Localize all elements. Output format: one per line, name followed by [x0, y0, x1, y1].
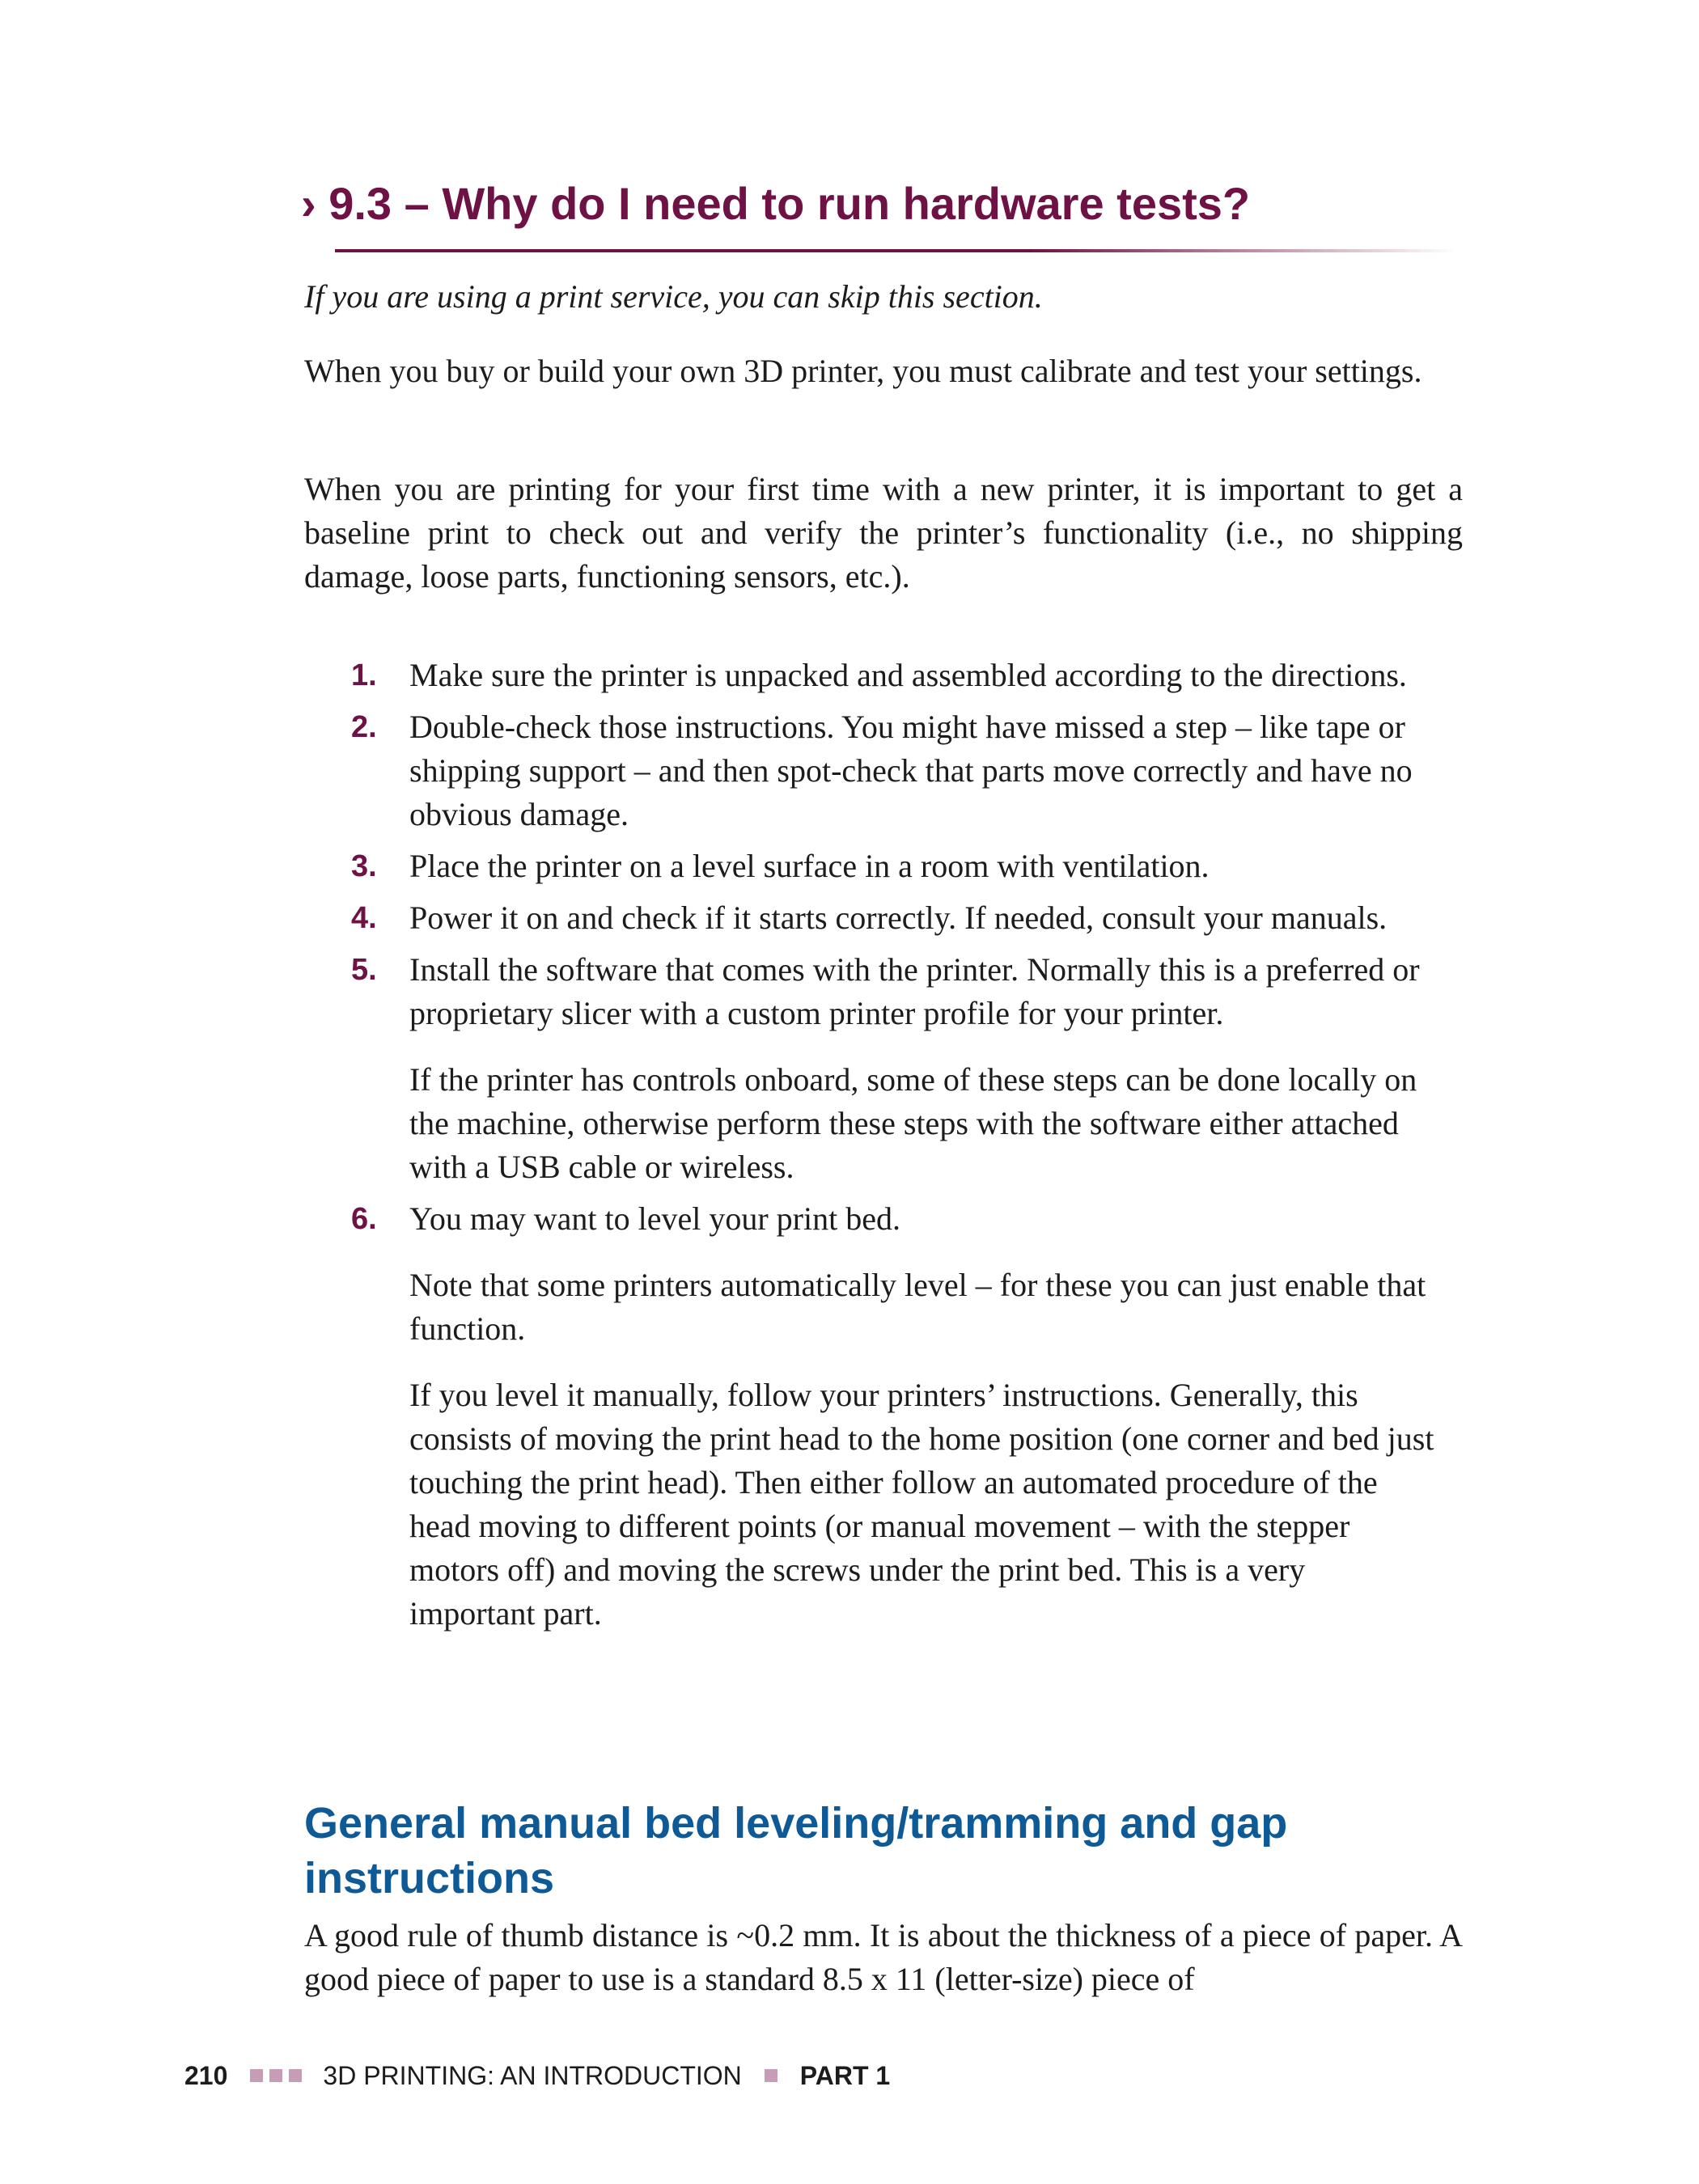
part-label: PART 1: [799, 2061, 891, 2090]
heading-rule: [335, 249, 1456, 252]
step-note: If you level it manually, follow your printers’ instructions. Generally, this consists of moving the print head to the home position (one corner and bed just touching the print head). Then either follow an automated procedure of the head moving to different points (or manual movement – with the stepper motors off) and moving the screws under the print bed. This is a very important part.: [409, 1377, 1434, 1632]
step-number: 4.: [351, 901, 377, 935]
paragraph-1: When you buy or build your own 3D printer, you must calibrate and test your settings.: [304, 353, 1422, 389]
section-heading: › 9.3 – Why do I need to run hardware tests?: [301, 178, 1251, 229]
step-number: 6.: [351, 1202, 377, 1236]
step-item: [304, 896, 1463, 940]
step-item: [304, 1197, 1463, 1636]
step-item: [304, 654, 1463, 697]
book-title: 3D PRINTING: AN INTRODUCTION: [323, 2061, 742, 2090]
step-number: 2.: [351, 710, 377, 744]
step-item: [304, 705, 1463, 836]
page-number: 210: [184, 2061, 228, 2090]
step-note: If the printer has controls onboard, some of these steps can be done locally on the machine, otherwise perform these steps with the software either attached with a USB cable or wireless.: [409, 1061, 1417, 1185]
subsection-paragraph: A good rule of thumb distance is ~0.2 mm. It is about the thickness of a piece of paper. A good piece of paper to use is a standard 8.5 x 11 (letter-size) piece of: [304, 1917, 1463, 1997]
step-number: 3.: [351, 849, 377, 883]
step-text: Install the software that comes with the printer. Normally this is a preferred or proprietary slicer with a custom printer profile for your printer.: [409, 951, 1420, 1031]
paragraph-2: When you are printing for your first time with a new printer, it is important to get a baseline print to check out and verify the printer’s functionality (i.e., no shipping damage, loose parts, functioning sensors, etc.).: [304, 471, 1463, 595]
step-note: Note that some printers automatically level – for these you can just enable that function.: [409, 1267, 1426, 1347]
step-number: 1.: [351, 658, 377, 692]
step-item: [304, 844, 1463, 888]
step-text: Make sure the printer is unpacked and assembled according to the directions.: [409, 657, 1407, 693]
footer-squares-icon: [250, 2069, 308, 2082]
step-number: 5.: [351, 953, 377, 987]
intro-note: If you are using a print service, you can skip this section.: [304, 278, 1043, 315]
step-text: Place the printer on a level surface in a room with ventilation.: [409, 848, 1210, 884]
step-text: Double-check those instructions. You might have missed a step – like tape or shipping support – and then spot-check that parts move correctly and have no obvious damage.: [409, 709, 1413, 832]
step-item: [304, 948, 1463, 1189]
step-text: Power it on and check if it starts correctly. If needed, consult your manuals.: [409, 899, 1388, 936]
step-text: You may want to level your print bed.: [409, 1200, 900, 1237]
page-footer: [184, 2059, 890, 2092]
steps-list: [304, 654, 1463, 1644]
subsection-heading: General manual bed leveling/tramming and gap instructions: [304, 1799, 1288, 1903]
footer-square-icon: [765, 2069, 777, 2082]
